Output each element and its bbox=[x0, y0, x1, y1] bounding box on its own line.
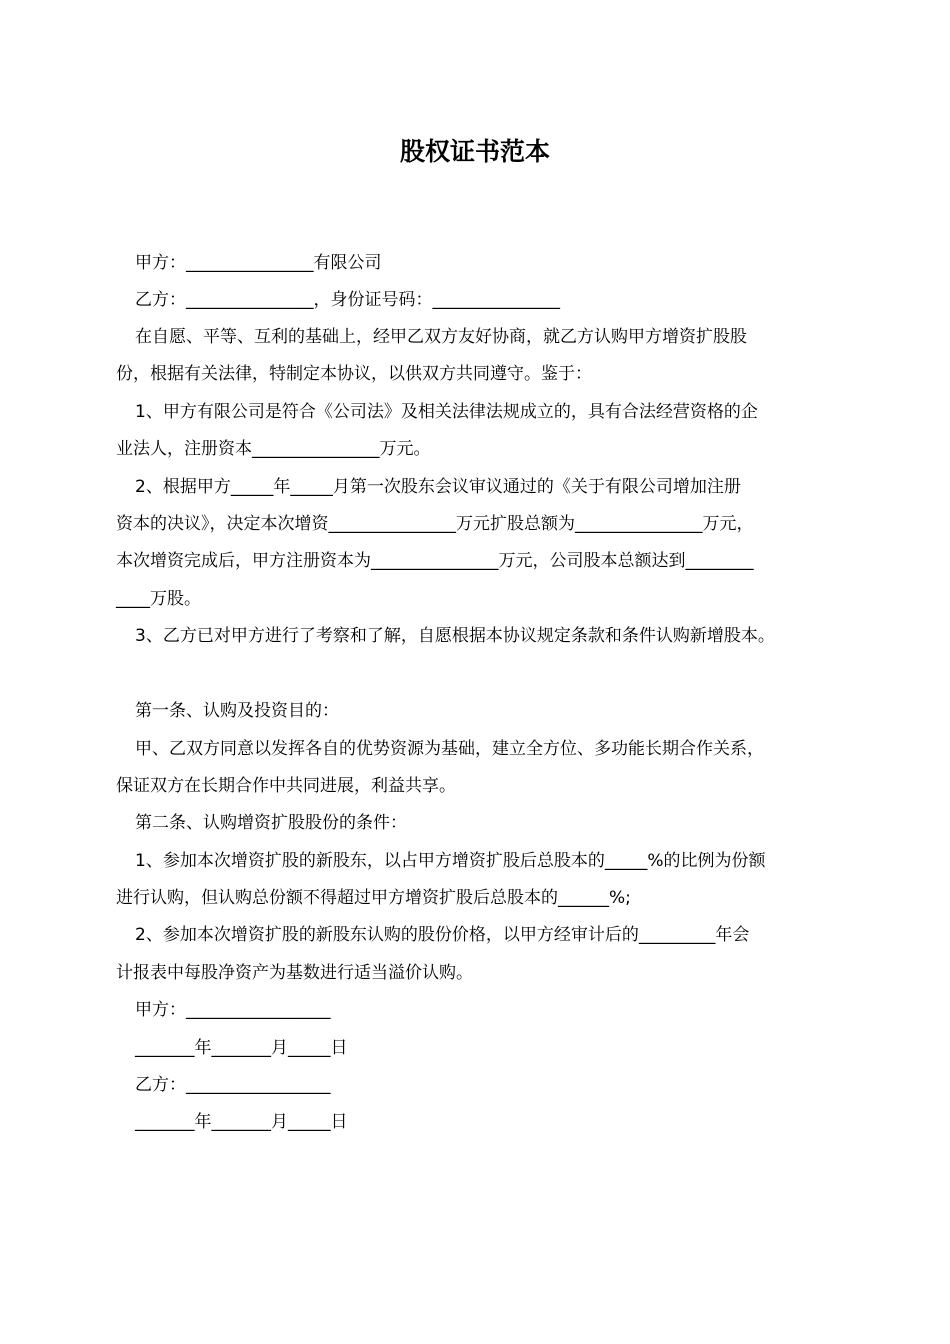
article-2-heading: 第二条、认购增资扩股股份的条件： bbox=[135, 813, 407, 833]
recital-1-line-1: 1、甲方有限公司是符合《公司法》及相关法律法规成立的，具有合法经营资格的企 bbox=[135, 402, 758, 422]
recital-2-line-4: ____万股。 bbox=[116, 589, 201, 609]
recital-2-line-3: 本次增资完成后，甲方注册资本为_______________万元，公司股本总额达到________ bbox=[116, 551, 754, 571]
article-1-heading: 第一条、认购及投资目的： bbox=[135, 701, 339, 721]
signature-date-a: _______年_______月_____日 bbox=[135, 1038, 348, 1058]
article-1-line-2: 保证双方在长期合作中共同进展，利益共享。 bbox=[116, 776, 456, 796]
recital-2-line-2: 资本的决议》，决定本次增资_______________万元扩股总额为_______________万元， bbox=[116, 514, 754, 534]
document-title: 股权证书范本 bbox=[399, 137, 550, 166]
article-2-item-1-line-1: 1、参加本次增资扩股的新股东，以占甲方增资扩股后总股本的_____%的比例为份额 bbox=[135, 851, 766, 871]
preamble-line-2: 份，根据有关法律，特制定本协议，以供双方共同遵守。鉴于： bbox=[116, 364, 592, 384]
signature-party-a: 甲方：_________________ bbox=[135, 1000, 331, 1020]
party-a-line: 甲方：_______________有限公司 bbox=[135, 253, 382, 273]
article-2-item-2-line-2: 计报表中每股净资产为基数进行适当溢价认购。 bbox=[116, 963, 473, 983]
party-b-line: 乙方：_______________，身份证号码：_______________ bbox=[135, 290, 560, 310]
preamble-line-1: 在自愿、平等、互利的基础上，经甲乙双方友好协商，就乙方认购甲方增资扩股股 bbox=[135, 327, 747, 347]
article-2-item-1-line-2: 进行认购，但认购总份额不得超过甲方增资扩股后总股本的______%; bbox=[116, 888, 631, 908]
recital-2-line-1: 2、根据甲方_____年_____月第一次股东会议审议通过的《关于有限公司增加注册 bbox=[135, 477, 741, 497]
signature-party-b: 乙方：_________________ bbox=[135, 1075, 331, 1095]
recital-1-line-2: 业法人，注册资本_______________万元。 bbox=[116, 439, 431, 459]
recital-3-line: 3、乙方已对甲方进行了考察和了解，自愿根据本协议规定条款和条件认购新增股本。 bbox=[135, 626, 775, 646]
signature-date-b: _______年_______月_____日 bbox=[135, 1112, 348, 1132]
article-1-line-1: 甲、乙双方同意以发挥各自的优势资源为基础，建立全方位、多功能长期合作关系， bbox=[135, 739, 764, 759]
article-2-item-2-line-1: 2、参加本次增资扩股的新股东认购的股份价格，以甲方经审计后的_________年会 bbox=[135, 925, 750, 945]
